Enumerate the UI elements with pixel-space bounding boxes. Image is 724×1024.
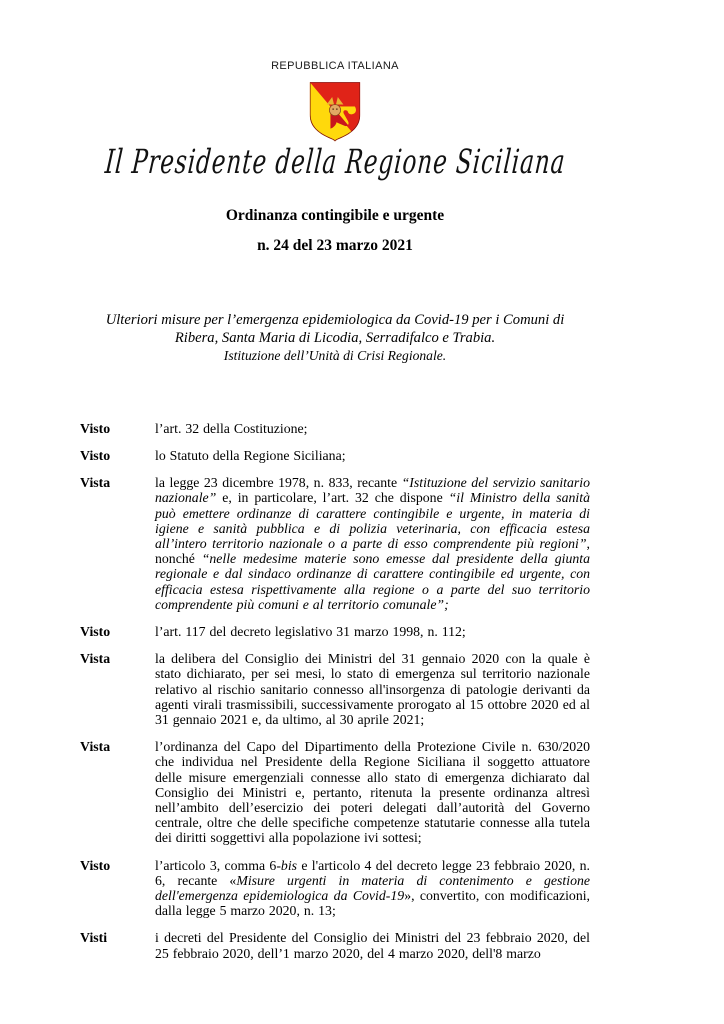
recital-text-segment: i decreti del Presidente del Consiglio dei Ministri del 23 febbraio 2020, del 25 febbraio 2020, dell’1 marzo 2020, del 4 marzo 2020, dell'8 marzo [155, 930, 590, 961]
recital-row [80, 421, 590, 436]
subject-line-3: Istituzione dell’Unità di Crisi Regionale. [223, 348, 447, 364]
sicily-coat-of-arms [80, 79, 590, 143]
sicily-coat-of-arms-icon [307, 79, 363, 143]
recital-label: Visto [80, 624, 111, 640]
recitals-list [80, 421, 590, 961]
recital-text-italic-segment: “Istituzione del servizio sanitario nazionale” [155, 475, 590, 506]
subject-block [80, 312, 590, 365]
ordinance-type-line: Ordinanza contingibile e urgente [225, 207, 445, 224]
recital-row [80, 448, 590, 463]
recital-text [155, 421, 590, 436]
recital-text-italic-segment: “nelle medesime materie sono emesse dal presidente della giunta regionale e dal sindaco ordinanze di carattere contingibile ed urgente, con efficacia estesa rispettivamente alla regione o a parte del suo territorio comprendente più comuni e al territorio comunale”; [155, 551, 590, 612]
recital-text-segment: la delibera del Consiglio dei Ministri del 31 gennaio 2020 con la quale è stato dichiarato, per sei mesi, lo stato di emergenza sul territorio nazionale relativo al rischio sanitario connesso all'insorgenza di patologie derivanti da agenti virali trasmissibili, successivamente prorogato al 15 ottobre 2020 ed al 31 gennaio 2021 e, da ultimo, al 30 aprile 2021; [155, 651, 590, 728]
recital-text [155, 858, 590, 919]
ordinance-number-line: n. 24 del 23 marzo 2021 [257, 237, 413, 254]
recital-text-segment: l’art. 32 della Costituzione; [155, 420, 308, 436]
recital-row [80, 930, 590, 960]
ordinance-heading [80, 207, 590, 255]
recital-label: Vista [80, 739, 111, 755]
recital-text-italic-segment: bis [280, 857, 298, 873]
recital-text [155, 930, 590, 960]
recital-text-segment: l’ordinanza del Capo del Dipartimento della Protezione Civile n. 630/2020 che individua nel Presidente della Regione Siciliana il soggetto attuatore delle misure emergenziali connesse allo stato di emergenza dichiarato dal Consiglio dei Ministri e, pertanto, ritenuta la presente ordinanza altresì nell’ambito dell’esercizio dei poteri delegati dall’autorità del Governo centrale, oltre che delle specifiche competenze statutarie connesse alla tutela dei diritti soggettivi alla popolazione ivi sottesi; [155, 739, 590, 846]
recital-row [80, 624, 590, 639]
recital-label: Vista [80, 651, 111, 667]
subject-line-1: Ulteriori misure per l’emergenza epidemiologica da Covid-19 per i Comuni di [105, 312, 565, 328]
recital-text [155, 475, 590, 612]
recital-label: Visti [80, 930, 108, 946]
recital-text-segment: la legge 23 dicembre 1978, n. 833, recante [155, 475, 402, 491]
president-script-title: Il Presidente della Regione Siciliana [103, 143, 568, 182]
recital-row [80, 739, 590, 845]
recital-text [155, 651, 590, 727]
subject-line-2: Ribera, Santa Maria di Licodia, Serradifalco e Trabia. [174, 329, 496, 346]
recital-text-segment: , nonché [155, 536, 590, 567]
recital-text [155, 448, 590, 463]
recital-text-segment: », convertito, con modificazioni, dalla legge 5 marzo 2020, n. 13; [155, 888, 590, 919]
recital-text-segment: l’art. 117 del decreto legislativo 31 marzo 1998, n. 112; [155, 624, 466, 640]
recital-text-segment: lo Statuto della Regione Siciliana; [155, 447, 346, 463]
recital-row [80, 475, 590, 612]
recital-text [155, 624, 590, 639]
republic-label: REPUBBLICA ITALIANA [271, 60, 399, 72]
gorgon-eye-right [336, 108, 337, 109]
recital-text-italic-segment: “il Ministro della sanità può emettere ordinanze di carattere contingibile e urgente, in materia di igiene e sanità pubblica e di polizia veterinaria, con efficacia estesa all’intero territorio nazionale o a parte di esso comprendente più regioni” [155, 490, 590, 551]
recital-label: Visto [80, 857, 111, 873]
recital-text-italic-segment: Misure urgenti in materia di contenimento e gestione dell'emergenza epidemiologica da Covid-19 [155, 872, 591, 904]
recital-text [155, 739, 590, 845]
recital-text-segment: l’articolo 3, comma 6- [155, 857, 281, 873]
gorgon-eye-left [332, 108, 333, 109]
recital-text-segment: e, in particolare, l’art. 32 che dispone [216, 490, 449, 506]
recital-label: Vista [80, 475, 111, 491]
gorgon-face [329, 104, 340, 115]
recital-text-segment: e l'articolo 4 del decreto legge 23 febbraio 2020, n. 6, recante « [155, 857, 590, 888]
recital-label: Visto [80, 420, 111, 436]
recital-row [80, 858, 590, 919]
recital-row [80, 651, 590, 727]
recital-label: Visto [80, 447, 111, 463]
